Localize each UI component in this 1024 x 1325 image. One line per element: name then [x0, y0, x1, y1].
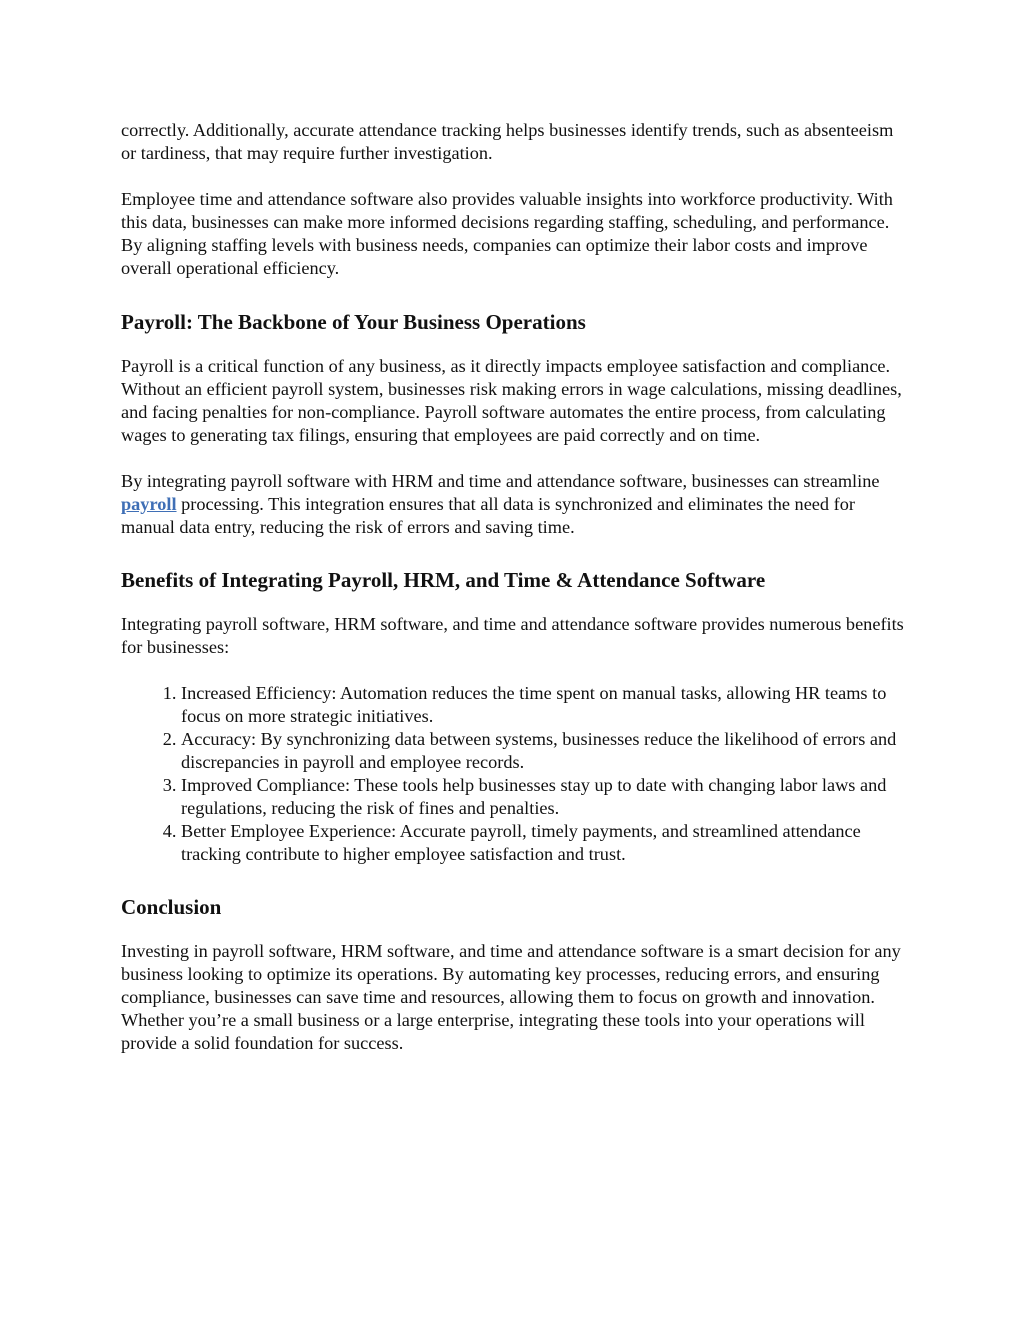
paragraph-intro-end: correctly. Additionally, accurate attendance tracking helps businesses identify trends, such as absenteeism or tardiness, that may require further investigation.: [121, 120, 894, 163]
paragraph-integration-text-b: processing. This integration ensures that all data is synchronized and eliminates the need for manual data entry, reducing the risk of errors and saving time.: [121, 494, 855, 537]
list-item: 4. Better Employee Experience: Accurate payroll, timely payments, and streamlined attendance tracking contribute to higher employee satisfaction and trust.: [181, 820, 911, 866]
list-item: 1. Increased Efficiency: Automation reduces the time spent on manual tasks, allowing HR teams to focus on more strategic initiatives.: [181, 682, 911, 728]
list-item: 3. Improved Compliance: These tools help businesses stay up to date with changing labor laws and regulations, reducing the risk of fines and penalties.: [181, 774, 911, 820]
paragraph-benefits-intro: Integrating payroll software, HRM software, and time and attendance software provides numerous benefits for businesses:: [121, 614, 904, 657]
document-page: [121, 119, 911, 1078]
paragraph-conclusion: Investing in payroll software, HRM software, and time and attendance software is a smart decision for any business looking to optimize its operations. By automating key processes, reducing errors, and ensuring compliance, businesses can save time and resources, allowing them to focus on growth and innovation. Whether you’re a small business or a large enterprise, integrating these tools into your operations will provide a solid foundation for success.: [121, 941, 901, 1053]
paragraph-integration-text-a: By integrating payroll software with HRM and time and attendance software, businesses can streamline: [121, 471, 880, 491]
heading-benefits: Benefits of Integrating Payroll, HRM, and Time & Attendance Software: [121, 568, 766, 592]
list-item: 2. Accuracy: By synchronizing data between systems, businesses reduce the likelihood of errors and discrepancies in payroll and employee records.: [181, 728, 911, 774]
heading-payroll: Payroll: The Backbone of Your Business Operations: [121, 310, 586, 334]
paragraph-integration: [121, 470, 911, 539]
payroll-link[interactable]: payroll: [121, 494, 177, 514]
paragraph-payroll: Payroll is a critical function of any business, as it directly impacts employee satisfaction and compliance. Without an efficient payroll system, businesses risk making errors in wage calculations, missing deadlines, and facing penalties for non-compliance. Payroll software automates the entire process, from calculating wages to generating tax filings, ensuring that employees are paid correctly and on time.: [121, 356, 902, 445]
heading-conclusion: Conclusion: [121, 895, 222, 919]
benefits-list: [121, 682, 911, 866]
paragraph-insights: Employee time and attendance software also provides valuable insights into workforce productivity. With this data, businesses can make more informed decisions regarding staffing, scheduling, and performance. By aligning staffing levels with business needs, companies can optimize their labor costs and improve overall operational efficiency.: [121, 189, 893, 278]
